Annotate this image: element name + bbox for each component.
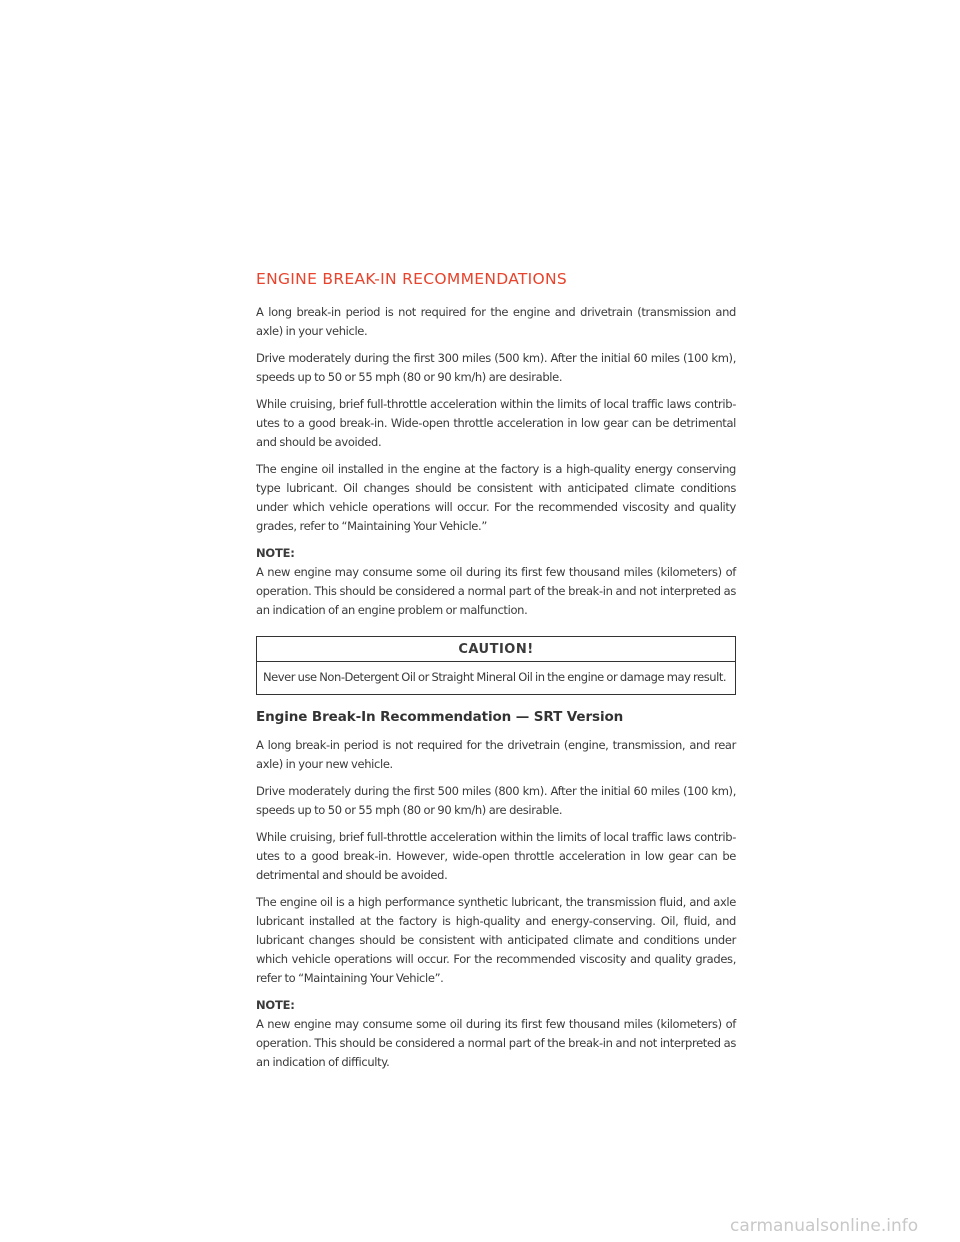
subsection-paragraph-3: While cruising, brief full-throttle acceleration within the limits of local traffic laws contrib-utes to a good break-in. However, wide-open throttle acceleration in low gear can be detrimental and should be avoided. — [256, 830, 736, 882]
subsection-title: Engine Break-In Recommendation — SRT Version — [256, 709, 624, 725]
subsection-note-text: A new engine may consume some oil during its first few thousand miles (kilometers) of operation. This should be considered a normal part of the break-in and not interpreted as an indication of difficulty. — [256, 1017, 736, 1069]
section-paragraph-1: A long break-in period is not required for the engine and drivetrain (transmission and axle) in your vehicle. — [256, 305, 736, 338]
caution-text: Never use Non-Detergent Oil or Straight Mineral Oil in the engine or damage may result. — [263, 670, 727, 684]
note-label: NOTE: — [256, 546, 295, 560]
watermark-link[interactable]: carmanualsonline.info — [730, 1216, 919, 1236]
caution-box — [256, 636, 736, 695]
page-content — [256, 270, 736, 1080]
section-paragraph-3: While cruising, brief full-throttle acceleration within the limits of local traffic laws contrib-utes to a good break-in. Wide-open throttle acceleration in low gear can be detrimental and should be avoided. — [256, 397, 736, 449]
subsection-note-label: NOTE: — [256, 998, 295, 1012]
caution-title: CAUTION! — [257, 637, 735, 662]
section-title: ENGINE BREAK-IN RECOMMENDATIONS — [256, 270, 568, 288]
section-paragraph-2: Drive moderately during the first 300 miles (500 km). After the initial 60 miles (100 km), speeds up to 50 or 55 mph (80 or 90 km/h) are desirable. — [256, 351, 736, 384]
subsection-paragraph-4: The engine oil is a high performance synthetic lubricant, the transmission fluid, and axle lubricant installed at the factory is high-quality and energy-conserving. Oil, fluid, and lubricant changes should be consistent with anticipated climate and conditions under which vehicle operations will occur. For the recommended viscosity and quality grades, refer to “Maintaining Your Vehicle”. — [256, 895, 736, 985]
section-paragraph-4: The engine oil installed in the engine at the factory is a high-quality energy conserving type lubricant. Oil changes should be consistent with anticipated climate conditions under which vehicle operations will occur. For the recommended viscosity and quality grades, refer to “Maintaining Your Vehicle.” — [256, 462, 736, 533]
subsection-paragraph-1: A long break-in period is not required for the drivetrain (engine, transmission, and rear axle) in your new vehicle. — [256, 738, 736, 771]
note-text: A new engine may consume some oil during its first few thousand miles (kilometers) of operation. This should be considered a normal part of the break-in and not interpreted as an indication of an engine problem or malfunction. — [256, 565, 736, 617]
subsection-paragraph-2: Drive moderately during the first 500 miles (800 km). After the initial 60 miles (100 km), speeds up to 50 or 55 mph (80 or 90 km/h) are desirable. — [256, 784, 736, 817]
